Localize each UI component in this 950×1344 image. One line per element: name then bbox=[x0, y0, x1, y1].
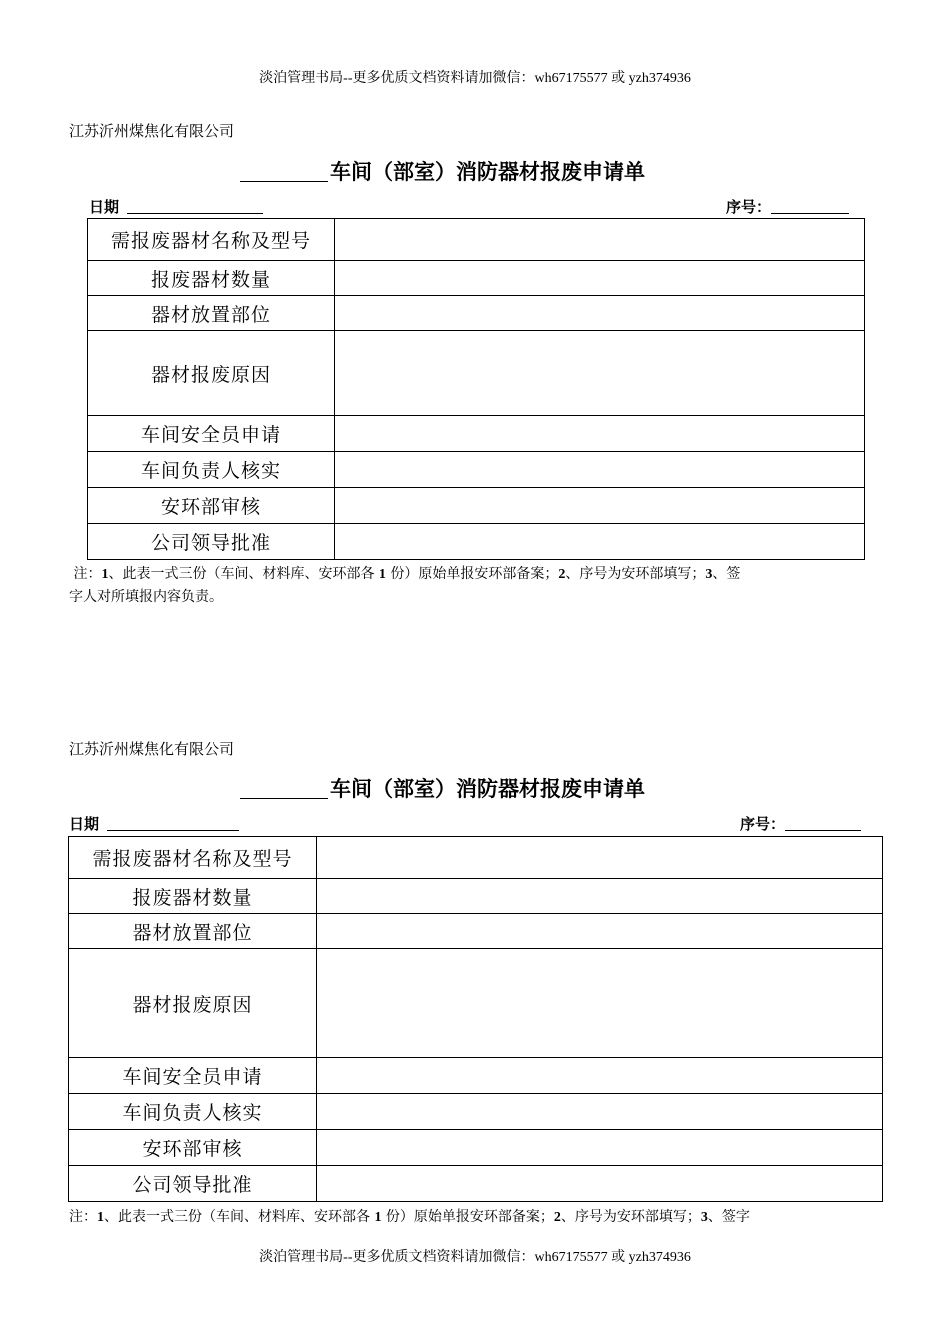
date-field: 日期 bbox=[89, 196, 263, 217]
row-value-cell[interactable] bbox=[335, 524, 865, 560]
workshop-blank[interactable] bbox=[240, 161, 328, 182]
table-row bbox=[88, 524, 865, 560]
row-value-cell[interactable] bbox=[335, 452, 865, 488]
table-row bbox=[88, 488, 865, 524]
row-value-cell[interactable] bbox=[335, 488, 865, 524]
row-label: 公司领导批准 bbox=[88, 524, 335, 560]
scrap-form-table bbox=[87, 218, 865, 560]
table-row bbox=[88, 261, 865, 296]
table-row bbox=[69, 837, 883, 879]
table-row bbox=[69, 1130, 883, 1166]
row-label: 车间安全员申请 bbox=[69, 1058, 317, 1094]
row-label: 报废器材数量 bbox=[88, 261, 335, 296]
table-row bbox=[69, 1166, 883, 1202]
table-row bbox=[88, 452, 865, 488]
table-row bbox=[69, 914, 883, 949]
row-label: 车间负责人核实 bbox=[69, 1094, 317, 1130]
row-value-cell[interactable] bbox=[317, 1094, 883, 1130]
serial-field: 序号： bbox=[740, 813, 861, 834]
table-row bbox=[69, 1094, 883, 1130]
workshop-blank[interactable] bbox=[240, 778, 328, 799]
table-row bbox=[69, 879, 883, 914]
table-row bbox=[88, 331, 865, 416]
row-label: 公司领导批准 bbox=[69, 1166, 317, 1202]
form-title: 车间（部室）消防器材报废申请单 bbox=[240, 773, 645, 803]
table-row bbox=[88, 296, 865, 331]
date-field: 日期 bbox=[69, 813, 239, 834]
serial-input-line[interactable] bbox=[785, 816, 861, 831]
table-row bbox=[69, 1058, 883, 1094]
row-value-cell[interactable] bbox=[317, 1130, 883, 1166]
row-value-cell[interactable] bbox=[317, 914, 883, 949]
row-label: 需报废器材名称及型号 bbox=[69, 837, 317, 879]
row-label: 器材放置部位 bbox=[69, 914, 317, 949]
page-footer: 淡泊管理书局--更多优质文档资料请加微信：wh67175577 或 yzh374936 bbox=[259, 1250, 691, 1265]
row-label: 车间安全员申请 bbox=[88, 416, 335, 452]
row-value-cell[interactable] bbox=[335, 331, 865, 416]
row-label: 车间负责人核实 bbox=[88, 452, 335, 488]
row-label: 器材报废原因 bbox=[69, 949, 317, 1058]
table-row bbox=[88, 219, 865, 261]
row-label: 安环部审核 bbox=[69, 1130, 317, 1166]
form-title: 车间（部室）消防器材报废申请单 bbox=[240, 156, 645, 186]
row-value-cell[interactable] bbox=[335, 219, 865, 261]
row-value-cell[interactable] bbox=[317, 1058, 883, 1094]
row-label: 需报废器材名称及型号 bbox=[88, 219, 335, 261]
row-label: 报废器材数量 bbox=[69, 879, 317, 914]
serial-input-line[interactable] bbox=[771, 199, 849, 214]
serial-field: 序号： bbox=[726, 196, 849, 217]
form-note: 注：1、此表一式三份（车间、材料库、安环部各 1 份）原始单报安环部备案；2、序号为安环部填写；3、签 字人对所填报内容负责。 bbox=[69, 566, 741, 605]
row-value-cell[interactable] bbox=[335, 296, 865, 331]
row-value-cell[interactable] bbox=[317, 949, 883, 1058]
table-row bbox=[88, 416, 865, 452]
company-name: 江苏沂州煤焦化有限公司 bbox=[69, 740, 235, 758]
scrap-form-table bbox=[68, 836, 883, 1202]
row-value-cell[interactable] bbox=[317, 837, 883, 879]
company-name: 江苏沂州煤焦化有限公司 bbox=[69, 122, 235, 140]
table-row bbox=[69, 949, 883, 1058]
date-input-line[interactable] bbox=[127, 199, 263, 214]
form-note: 注：1、此表一式三份（车间、材料库、安环部各 1 份）原始单报安环部备案；2、序号为安环部填写；3、签字 bbox=[69, 1209, 750, 1225]
row-value-cell[interactable] bbox=[335, 261, 865, 296]
row-label: 安环部审核 bbox=[88, 488, 335, 524]
row-value-cell[interactable] bbox=[317, 1166, 883, 1202]
page-header: 淡泊管理书局--更多优质文档资料请加微信：wh67175577 或 yzh374936 bbox=[259, 71, 691, 86]
row-value-cell[interactable] bbox=[335, 416, 865, 452]
row-label: 器材报废原因 bbox=[88, 331, 335, 416]
row-value-cell[interactable] bbox=[317, 879, 883, 914]
row-label: 器材放置部位 bbox=[88, 296, 335, 331]
date-input-line[interactable] bbox=[107, 816, 239, 831]
